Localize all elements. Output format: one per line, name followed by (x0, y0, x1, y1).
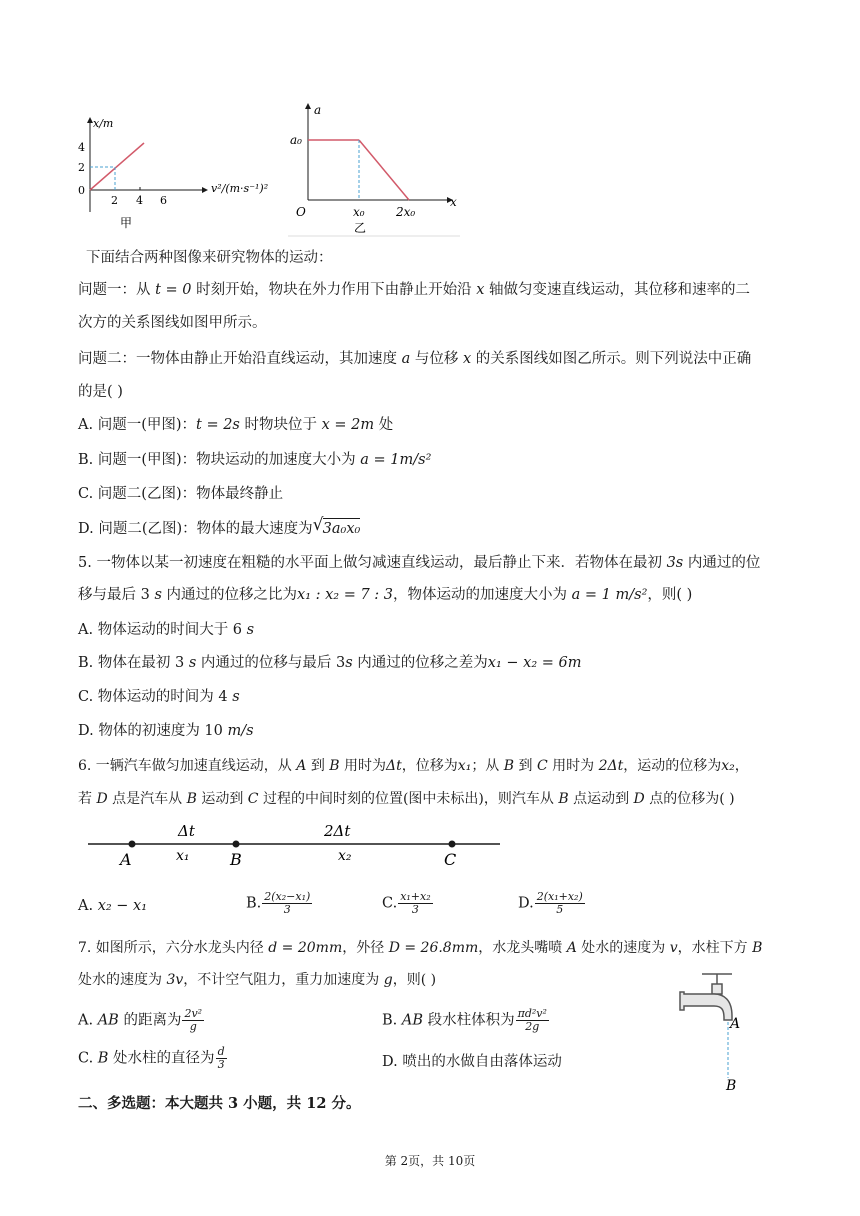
q6-stem-1: 6. 一辆汽车做匀加速直线运动，从 A 到 B 用时为Δt，位移为x₁；从 B 到 C 用时为 2Δt，运动的位移为x₂， (78, 758, 749, 774)
yi-x0-label: x₀ (353, 205, 365, 219)
q6-fig-a: A (120, 850, 132, 869)
yi-a0-label: a₀ (290, 133, 302, 147)
jia-x-tick: 6 (160, 194, 167, 207)
q6-option-d[interactable]: D. $\frac{\text{2(x₁+x₂)}}{5}$ (518, 890, 583, 916)
faucet-label-a: A (730, 1016, 741, 1032)
q6-option-c[interactable]: C. $\frac{\text{x₁+x₂}}{3}$ (382, 890, 431, 916)
page-footer: 第 2页，共 10页 (384, 1154, 476, 1168)
jia-y-tick: 2 (78, 161, 85, 174)
q6-stem-2: 若 D 点是汽车从 B 运动到 C 过程的中间时刻的位置(图中未标出)，则汽车从 B 点运动到 D 点的位移为( ) (78, 791, 735, 807)
section-2-heading: 二、多选题：本大题共 3 小题，共 12 分。 (78, 1095, 361, 1112)
problem-1-text: 问题一：从 t = 0 时刻开始，物块在外力作用下由静止开始沿 x 轴做匀变速直线运动，其位移和速率的二 (78, 282, 751, 298)
jia-x-tick: 2 (111, 194, 118, 207)
faucet-figure (672, 966, 752, 1096)
q4-option-c[interactable]: C. 问题二(乙图)：物体最终静止 (78, 486, 284, 502)
intro-text: 下面结合两种图像来研究物体的运动： (86, 250, 333, 266)
q4-option-a[interactable]: A. 问题一(甲图)：t = 2s 时物块位于 x = 2m 处 (78, 417, 394, 433)
q7-option-d[interactable]: D. 喷出的水做自由落体运动 (382, 1054, 562, 1070)
jia-y-tick: 0 (78, 184, 85, 197)
yi-2x0-label: 2x₀ (396, 205, 416, 219)
q7-option-a[interactable]: A. AB 的距离为 $\frac{\text{2v²}}{g}$ (78, 1007, 203, 1033)
q6-option-b[interactable]: B. $\frac{\text{2(x₂−x₁)}}{3}$ (246, 890, 311, 916)
jia-x-label: v²/(m·s⁻¹)² (211, 182, 269, 195)
q6-fig-c: C (444, 850, 457, 869)
problem-2-text-2: 的是( ) (78, 384, 123, 400)
yi-caption: 乙 (354, 221, 367, 235)
q5-stem-1: 5. 一物体以某一初速度在粗糙的水平面上做匀减速直线运动，最后静止下来．若物体在最初 3s 内通过的位 (78, 555, 761, 571)
figure-yi (284, 100, 464, 240)
yi-y-label: a (314, 103, 322, 117)
yi-x-label: x (450, 195, 457, 209)
jia-y-tick: 4 (78, 141, 85, 154)
jia-y-label: x/m (93, 117, 114, 130)
q4-option-b[interactable]: B. 问题一(甲图)：物块运动的加速度大小为 a = 1m/s² (78, 452, 432, 468)
q5-option-a[interactable]: A. 物体运动的时间大于 6 s (78, 622, 255, 638)
problem-2-text: 问题二：一物体由静止开始沿直线运动，其加速度 a 与位移 x 的关系图线如图乙所示。则下列说法中正确 (78, 351, 752, 367)
q7-option-b[interactable]: B. AB 段水柱体积为 $\frac{\text{πd²v²}}{2g}$ (382, 1007, 547, 1033)
q6-fig-x1: x₁ (176, 848, 190, 864)
yi-origin: O (296, 205, 306, 219)
faucet-icon (680, 974, 732, 1020)
q5-option-c[interactable]: C. 物体运动的时间为 4 s (78, 689, 240, 705)
jia-caption: 甲 (120, 216, 133, 230)
q4-option-d[interactable]: D. 问题二(乙图)：物体的最大速度为 √ 3a₀x₀ (78, 515, 361, 537)
q6-fig-dt: Δt (178, 822, 195, 840)
q7-option-c[interactable]: C. B 处水柱的直径为 $\frac{d}{3}$ (78, 1045, 225, 1071)
q6-option-a[interactable]: A. x₂ − x₁ (78, 898, 148, 914)
q5-option-b[interactable]: B. 物体在最初 3 s 内通过的位移与最后 3s 内通过的位移之差为x₁ − x₂ = 6m (78, 655, 582, 671)
figure-jia (72, 110, 282, 235)
q5-option-d[interactable]: D. 物体的初速度为 10 m/s (78, 723, 254, 739)
q5-stem-2: 移与最后 3 s 内通过的位移之比为x₁ : x₂ = 7 : 3，物体运动的加速度大小为 a = 1 m/s²，则( ) (78, 587, 693, 603)
q6-fig-2dt: 2Δt (324, 822, 351, 840)
faucet-label-b: B (726, 1078, 737, 1094)
q6-fig-b: B (230, 850, 242, 869)
jia-x-tick: 4 (136, 194, 143, 207)
q7-stem-2: 处水的速度为 3v，不计空气阻力，重力加速度为 g，则( ) (78, 972, 437, 988)
q7-stem-1: 7. 如图所示，六分水龙头内径 d = 20mm，外径 D = 26.8mm，水龙头嘴喷 A 处水的速度为 v，水柱下方 B (78, 940, 763, 956)
q6-fig-x2: x₂ (338, 848, 352, 864)
q6-figure (84, 818, 504, 870)
problem-1-text-2: 次方的关系图线如图甲所示。 (78, 315, 267, 331)
